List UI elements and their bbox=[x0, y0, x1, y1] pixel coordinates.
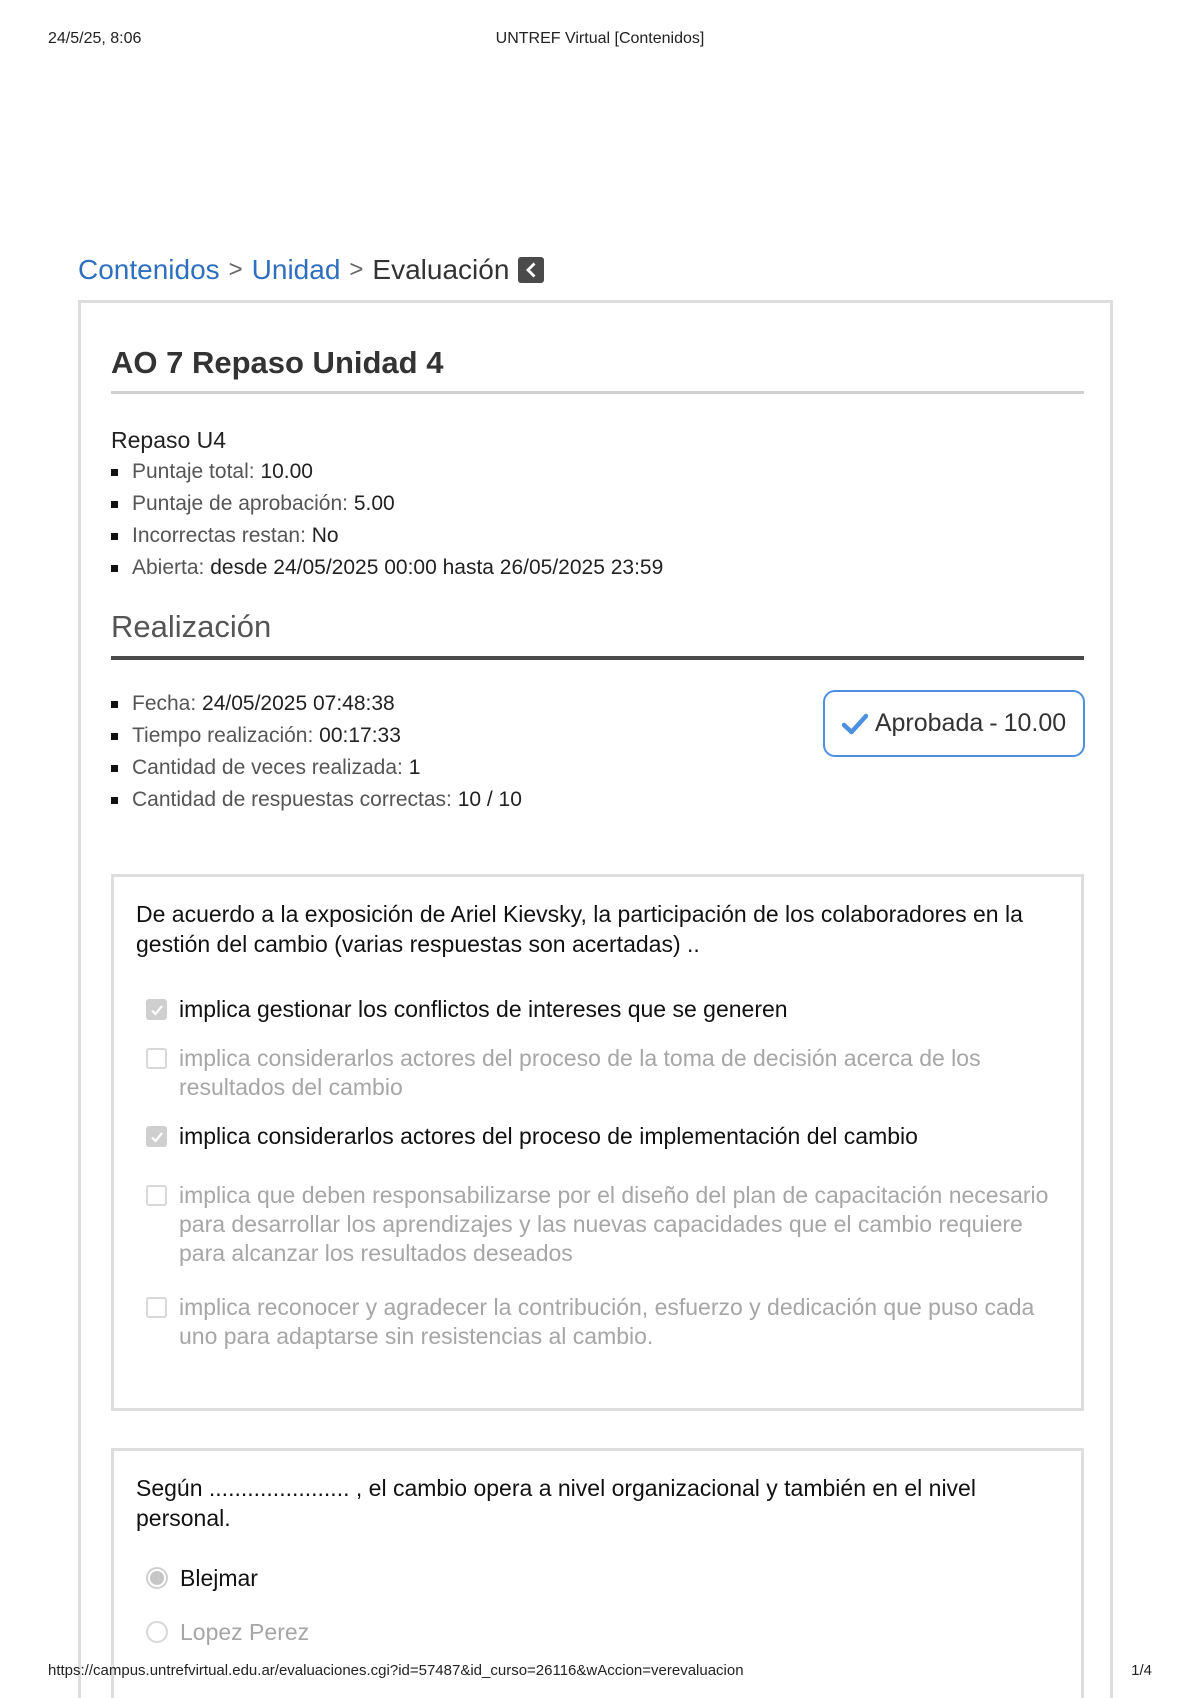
checkbox-icon[interactable] bbox=[146, 1297, 167, 1318]
radio-icon[interactable] bbox=[146, 1567, 168, 1589]
print-page-number: 1/4 bbox=[1131, 1662, 1152, 1679]
answer-option[interactable] bbox=[146, 1293, 1053, 1351]
breadcrumb-unidad-link[interactable]: Unidad bbox=[251, 254, 341, 285]
info-item bbox=[111, 552, 663, 584]
question-text: De acuerdo a la exposición de Ariel Kievsky, la participación de los colaboradores en la gestión del cambio (varias respuestas son acertadas) .. bbox=[136, 901, 1023, 957]
checkbox-icon[interactable] bbox=[146, 1126, 167, 1147]
info-item bbox=[111, 752, 522, 784]
info-value: desde 24/05/2025 00:00 hasta 26/05/2025 23:59 bbox=[210, 556, 664, 579]
evaluation-panel bbox=[78, 300, 1113, 1698]
option-label: implica considerarlos actores del proceso de la toma de decisión acerca de los resultados del cambio bbox=[179, 1045, 981, 1100]
answer-option[interactable] bbox=[146, 1122, 1053, 1151]
breadcrumb-current: Evaluación bbox=[372, 254, 510, 285]
breadcrumb bbox=[78, 252, 544, 288]
check-icon bbox=[842, 713, 868, 735]
question-text: Según ...................... , el cambio opera a nivel organizacional y también en el nivel personal. bbox=[136, 1475, 976, 1531]
info-label: Tiempo realización: bbox=[132, 724, 314, 747]
answer-option[interactable] bbox=[146, 1618, 1053, 1647]
breadcrumb-separator: > bbox=[228, 256, 243, 283]
info-label: Puntaje de aprobación: bbox=[132, 492, 348, 515]
section-divider bbox=[111, 656, 1084, 660]
status-separator: - bbox=[989, 709, 998, 737]
option-label: implica reconocer y agradecer la contribución, esfuerzo y dedicación que puso cada uno para adaptarse sin resistencias al cambio. bbox=[179, 1294, 1035, 1349]
breadcrumb-separator: > bbox=[349, 256, 364, 283]
info-item bbox=[111, 520, 663, 552]
info-item bbox=[111, 720, 522, 752]
checkbox-icon[interactable] bbox=[146, 1048, 167, 1069]
answer-option[interactable] bbox=[146, 1564, 1053, 1593]
option-label: implica que deben responsabilizarse por el diseño del plan de capacitación necesario para desarrollar los aprendizajes y las nuevas capacidades que el cambio requiere para alcanzar los resultados deseados bbox=[179, 1182, 1049, 1266]
question-card bbox=[111, 1448, 1084, 1698]
checkbox-icon[interactable] bbox=[146, 1185, 167, 1206]
radio-icon[interactable] bbox=[146, 1621, 168, 1643]
info-value: 5.00 bbox=[353, 492, 395, 515]
checkbox-icon[interactable] bbox=[146, 999, 167, 1020]
info-value: 1 bbox=[408, 756, 421, 779]
info-value: 24/05/2025 07:48:38 bbox=[202, 692, 395, 715]
status-score: 10.00 bbox=[1003, 709, 1067, 737]
print-date: 24/5/25, 8:06 bbox=[48, 30, 142, 47]
print-title: UNTREF Virtual [Contenidos] bbox=[495, 30, 705, 47]
section-title-realizacion: Realización bbox=[111, 609, 272, 644]
info-item bbox=[111, 784, 522, 816]
info-label: Abierta: bbox=[132, 556, 205, 579]
evaluation-subtitle: Repaso U4 bbox=[111, 427, 227, 453]
info-item bbox=[111, 488, 663, 520]
info-label: Puntaje total: bbox=[132, 460, 255, 483]
answer-option[interactable] bbox=[146, 995, 1053, 1024]
info-value: 10 / 10 bbox=[457, 788, 522, 811]
option-label: implica gestionar los conflictos de intereses que se generen bbox=[179, 996, 788, 1022]
info-label: Incorrectas restan: bbox=[132, 524, 306, 547]
question-card bbox=[111, 874, 1084, 1411]
info-label: Cantidad de veces realizada: bbox=[132, 756, 403, 779]
breadcrumb-contenidos-link[interactable]: Contenidos bbox=[78, 254, 220, 285]
realization-info-list bbox=[111, 688, 522, 816]
option-label: Lopez Perez bbox=[180, 1619, 310, 1645]
status-badge[interactable] bbox=[823, 690, 1085, 757]
info-label: Fecha: bbox=[132, 692, 197, 715]
option-label: implica considerarlos actores del proceso de implementación del cambio bbox=[179, 1123, 918, 1149]
title-divider bbox=[111, 391, 1084, 394]
info-item bbox=[111, 456, 663, 488]
info-item bbox=[111, 688, 522, 720]
print-footer bbox=[48, 1662, 1152, 1684]
option-label: Blejmar bbox=[180, 1565, 258, 1591]
status-label: Aprobada bbox=[874, 709, 984, 737]
info-value: 00:17:33 bbox=[319, 724, 401, 747]
info-value: 10.00 bbox=[260, 460, 313, 483]
answer-option[interactable] bbox=[146, 1044, 1053, 1102]
info-label: Cantidad de respuestas correctas: bbox=[132, 788, 452, 811]
info-value: No bbox=[311, 524, 339, 547]
chevron-left-square-icon[interactable] bbox=[518, 257, 544, 283]
evaluation-info-list bbox=[111, 456, 663, 584]
print-header bbox=[48, 30, 1152, 52]
print-url: https://campus.untrefvirtual.edu.ar/evaluaciones.cgi?id=57487&id_curso=26116&wAccion=verevaluacion bbox=[48, 1662, 744, 1679]
answer-option[interactable] bbox=[146, 1181, 1053, 1268]
evaluation-title: AO 7 Repaso Unidad 4 bbox=[111, 345, 444, 380]
